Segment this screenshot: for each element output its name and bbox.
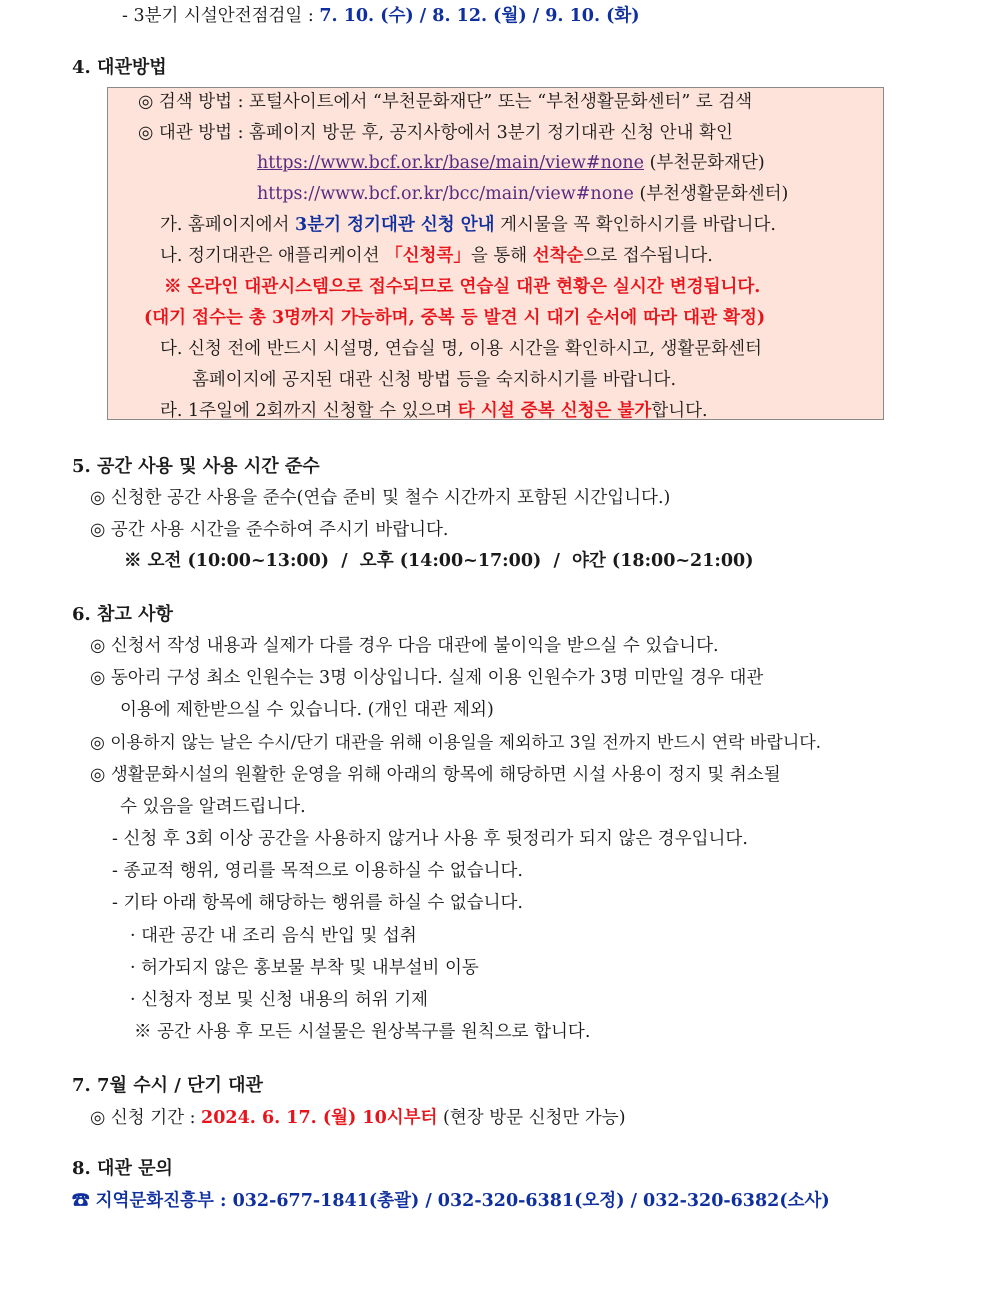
section-4-title: 4. 대관방법 <box>72 57 167 78</box>
s6-line-13: ※ 공간 사용 후 모든 시설물은 원상복구를 원칙으로 합니다. <box>134 1022 591 1042</box>
s6-line-8: - 종교적 행위, 영리를 목적으로 이용하실 수 없습니다. <box>112 861 523 881</box>
section-8-title: 8. 대관 문의 <box>72 1158 173 1179</box>
safety-check-dates: 7. 10. (수) / 8. 12. (월) / 9. 10. (화) <box>319 6 640 26</box>
s7-application-period: ◎ 신청 기간 : 2024. 6. 17. (월) 10시부터 (현장 방문 신청만 가능) <box>90 1108 626 1128</box>
s5-time-slots: ※ 오전 (10:00~13:00) / 오후 (14:00~17:00) / 야간 (18:00~21:00) <box>124 551 754 571</box>
section-5-title: 5. 공간 사용 및 사용 시간 준수 <box>72 456 320 477</box>
item-ra: 라. 1주일에 2회까지 신청할 수 있으며 타 시설 중복 신청은 불가합니다. <box>160 401 708 421</box>
section-6-title: 6. 참고 사항 <box>72 604 173 625</box>
rental-method-line: ◎ 대관 방법 : 홈페이지 방문 후, 공지사항에서 3분기 정기대관 신청 안내 확인 <box>138 123 733 143</box>
warning-line-2: (대기 접수는 총 3명까지 가능하며, 중복 등 발견 시 대기 순서에 따라 대관 확정) <box>144 308 766 328</box>
url-line-1: https://www.bcf.or.kr/base/main/view#none (부천문화재단) <box>257 153 765 173</box>
item-na: 나. 정기대관은 애플리케이션 「신청콕」을 통해 선착순으로 접수됩니다. <box>160 246 713 266</box>
s6-line-11: · 허가되지 않은 홍보물 부착 및 내부설비 이동 <box>130 958 479 978</box>
contact-line: ☎ 지역문화진흥부 : 032-677-1841(총괄) / 032-320-6381(오정) / 032-320-6382(소사) <box>72 1191 830 1211</box>
s5-line-2: ◎ 공간 사용 시간을 준수하여 주시기 바랍니다. <box>90 520 449 540</box>
search-method-line: ◎ 검색 방법 : 포털사이트에서 “부천문화재단” 또는 “부천생활문화센터” 로 검색 <box>138 92 753 112</box>
s6-line-7: - 신청 후 3회 이상 공간을 사용하지 않거나 사용 후 뒷정리가 되지 않은 경우입니다. <box>112 829 748 849</box>
s6-line-2: ◎ 동아리 구성 최소 인원수는 3명 이상입니다. 실제 이용 인원수가 3명 미만일 경우 대관 <box>90 668 764 688</box>
safety-check-line: - 3분기 시설안전점검일 : 7. 10. (수) / 8. 12. (월) / 9. 10. (화) <box>122 6 640 26</box>
warning-line-1: ※ 온라인 대관시스템으로 접수되므로 연습실 대관 현황은 실시간 변경됩니다. <box>164 277 761 297</box>
s6-line-4: ◎ 이용하지 않는 날은 수시/단기 대관을 위해 이용일을 제외하고 3일 전까지 반드시 연락 바랍니다. <box>90 733 822 753</box>
s6-line-5: ◎ 생활문화시설의 원활한 운영을 위해 아래의 항목에 해당하면 시설 사용이 정지 및 취소될 <box>90 765 781 785</box>
s5-line-1: ◎ 신청한 공간 사용을 준수(연습 준비 및 철수 시간까지 포함된 시간입니다.) <box>90 488 671 508</box>
item-ga: 가. 홈페이지에서 3분기 정기대관 신청 안내 게시물을 꼭 확인하시기를 바랍니다. <box>160 215 776 235</box>
item-da-1: 다. 신청 전에 반드시 시설명, 연습실 명, 이용 시간을 확인하시고, 생활문화센터 <box>160 339 762 359</box>
section-7-title: 7. 7월 수시 / 단기 대관 <box>72 1075 263 1096</box>
s6-line-12: · 신청자 정보 및 신청 내용의 허위 기제 <box>130 990 429 1010</box>
bcc-link[interactable]: https://www.bcf.or.kr/bcc/main/view#none <box>257 184 634 204</box>
s6-line-9: - 기타 아래 항목에 해당하는 행위를 하실 수 없습니다. <box>112 893 523 913</box>
s6-line-3: 이용에 제한받으실 수 있습니다. (개인 대관 제외) <box>120 700 494 720</box>
s6-line-10: · 대관 공간 내 조리 음식 반입 및 섭취 <box>130 926 417 946</box>
bcf-link[interactable]: https://www.bcf.or.kr/base/main/view#none <box>257 153 645 173</box>
phone-icon: ☎ <box>72 1191 90 1211</box>
item-da-2: 홈페이지에 공지된 대관 신청 방법 등을 숙지하시기를 바랍니다. <box>192 370 677 390</box>
s6-line-1: ◎ 신청서 작성 내용과 실제가 다를 경우 다음 대관에 불이익을 받으실 수 있습니다. <box>90 636 719 656</box>
url-line-2: https://www.bcf.or.kr/bcc/main/view#none (부천생활문화센터) <box>257 184 789 204</box>
s6-line-6: 수 있음을 알려드립니다. <box>120 797 306 817</box>
